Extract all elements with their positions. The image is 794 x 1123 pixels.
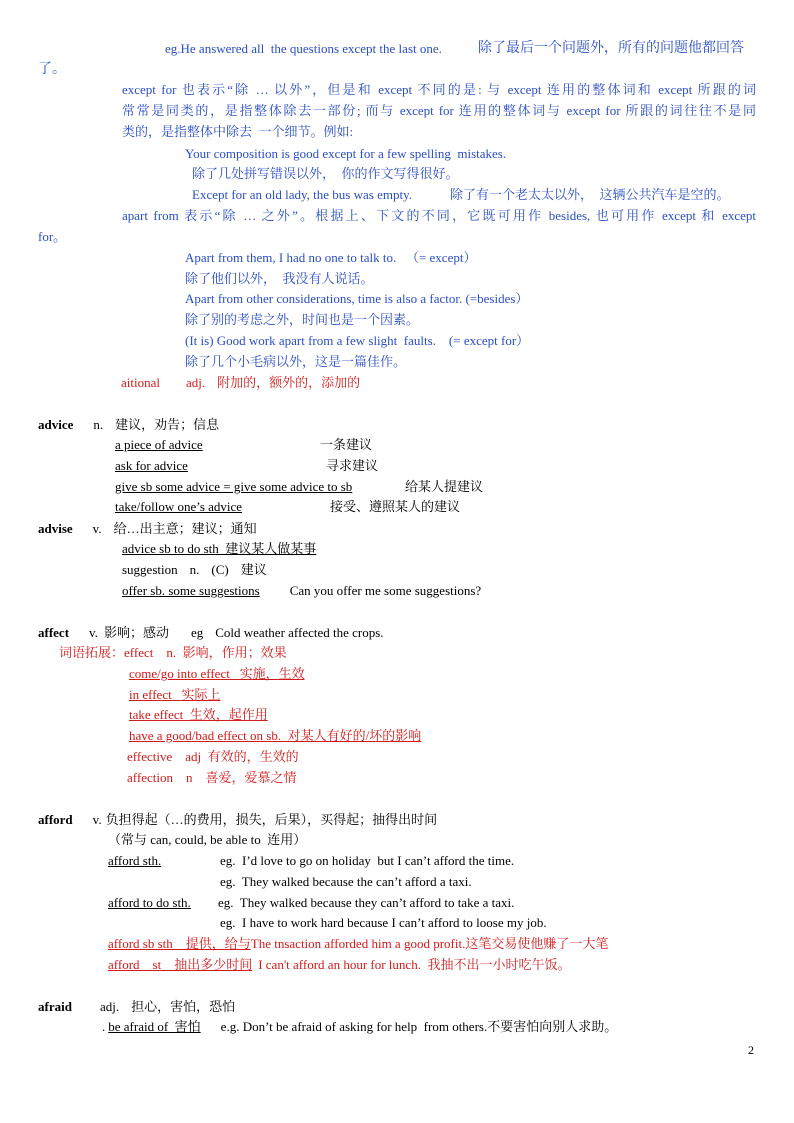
except-for-example-1-cn: 除了几处拼写错误以外， 你的作文写得很好。 — [192, 166, 459, 181]
except-for-explanation-3: 类的，是指整体中除去 一个细节。例如: — [122, 124, 354, 139]
advise-entry: advise v. 给…出主意；建议；通知 — [38, 521, 257, 536]
advise-suggestion: suggestion n. (C) 建议 — [122, 562, 267, 577]
except-for-explanation-2: 常常是同类的，是指整体除去一部份; 而与 except for 连用的整体词与 except for 所跟的词往往不是同 — [122, 103, 756, 118]
except-for-explanation-1: except for 也表示“除 … 以外”，但是和 except 不同的是: 与 except 连用的整体词和 except 所跟的词 — [122, 82, 756, 97]
apart-from-example-3-cn: 除了几个小毛病以外，这是一篇佳作。 — [185, 354, 407, 369]
advice-entry: advice n. 建议，劝告；信息 — [38, 417, 220, 432]
afford-pattern-2: afford to do sth. eg. They walked because they can’t afford to take a taxi. — [108, 895, 515, 910]
affect-extension-1: 词语拓展：effect n. 影响，作用；效果 — [59, 645, 287, 660]
afford-usage-note: （常与 can, could, be able to 连用） — [108, 832, 307, 847]
afford-headword: afford — [38, 812, 73, 827]
afraid-phrase-1: . be afraid of 害怕 e.g. Don’t be afraid of asking for help from others.不要害怕向别人求助。 — [102, 1019, 618, 1034]
afford-pattern-4: afford st 抽出多少时间 I can't afford an hour for lunch. 我抽不出一小时吃午饭。 — [108, 957, 571, 972]
apart-from-example-1-cn: 除了他们以外， 我没有人说话。 — [185, 271, 374, 286]
affect-headword: affect — [38, 625, 70, 640]
except-example-en: eg.He answered all the questions except the last one. — [165, 41, 442, 56]
except-for-example-2-cn: 除了有一个老太太以外， 这辆公共汽车是空的。 — [450, 187, 730, 202]
apart-from-example-1: Apart from them, I had no one to talk to. （= except） — [185, 250, 477, 265]
page-number: 2 — [748, 1043, 754, 1057]
except-example-cn: 除了最后一个问题外，所有的问题他都回答 — [478, 41, 744, 56]
afraid-headword: afraid — [38, 999, 72, 1014]
apart-from-explanation-cont: for。 — [38, 229, 67, 244]
afford-example-2: eg. They walked because the can’t afford a taxi. — [220, 874, 472, 889]
apart-from-explanation: apart from 表示“除 … 之外”。根据上、下文的不同，它既可用作 besides, 也可用作 except 和 except — [122, 208, 756, 223]
afford-example-4: eg. I have to work hard because I can’t afford to loose my job. — [220, 915, 547, 930]
affect-extension-6: effective adj 有效的，生效的 — [127, 749, 299, 764]
advice-phrase-4: take/follow one’s advice 接受、遵照某人的建议 — [115, 499, 461, 514]
apart-from-example-2-cn: 除了别的考虑之外，时间也是一个因素。 — [185, 312, 420, 327]
affect-extension-5: have a good/bad effect on sb. 对某人有好的/坏的影响 — [129, 728, 422, 743]
except-example-cn-cont: 了。 — [38, 62, 66, 77]
advise-headword: advise — [38, 521, 73, 536]
afraid-entry: afraid adj. 担心，害怕，恐怕 — [38, 999, 236, 1014]
advice-phrase-1: a piece of advice 一条建议 — [115, 437, 373, 452]
affect-extension-4: take effect 生效，起作用 — [129, 707, 268, 722]
affect-extension-7: affection n 喜爱，爱慕之情 — [127, 770, 297, 785]
except-for-example-1: Your composition is good except for a few spelling mistakes. — [185, 146, 507, 161]
additional-entry: aitional adj. 附加的，额外的，添加的 — [121, 375, 361, 390]
except-for-example-2: Except for an old lady, the bus was empty. — [192, 187, 412, 202]
affect-extension-2: come/go into effect 实施，生效 — [129, 666, 305, 681]
affect-entry: affect v. 影响；感动 eg Cold weather affected the crops. — [38, 625, 384, 640]
afford-pattern-1: afford sth. eg. I’d love to go on holiday but I can’t afford the time. — [108, 853, 515, 868]
advice-headword: advice — [38, 417, 74, 432]
apart-from-example-2: Apart from other considerations, time is also a factor. (=besides） — [185, 291, 529, 306]
affect-extension-3: in effect 实际上 — [129, 687, 221, 702]
afford-pattern-3: afford sb sth 提供，给与The tnsaction afforded him a good profit.这笔交易使他赚了一大笔 — [108, 936, 609, 951]
apart-from-example-3: (It is) Good work apart from a few slight faults. (= except for） — [185, 333, 530, 348]
advice-phrase-3: give sb some advice = give some advice to sb 给某人提建议 — [115, 479, 484, 494]
advice-phrase-2: ask for advice 寻求建议 — [115, 458, 379, 473]
advise-phrase-3: offer sb. some suggestions Can you offer me some suggestions? — [122, 583, 482, 598]
advise-phrase-1: advice sb to do sth 建议某人做某事 — [122, 541, 317, 556]
afford-entry: afford v. 负担得起（…的费用，损失，后果），买得起；抽得出时间 — [38, 812, 438, 827]
